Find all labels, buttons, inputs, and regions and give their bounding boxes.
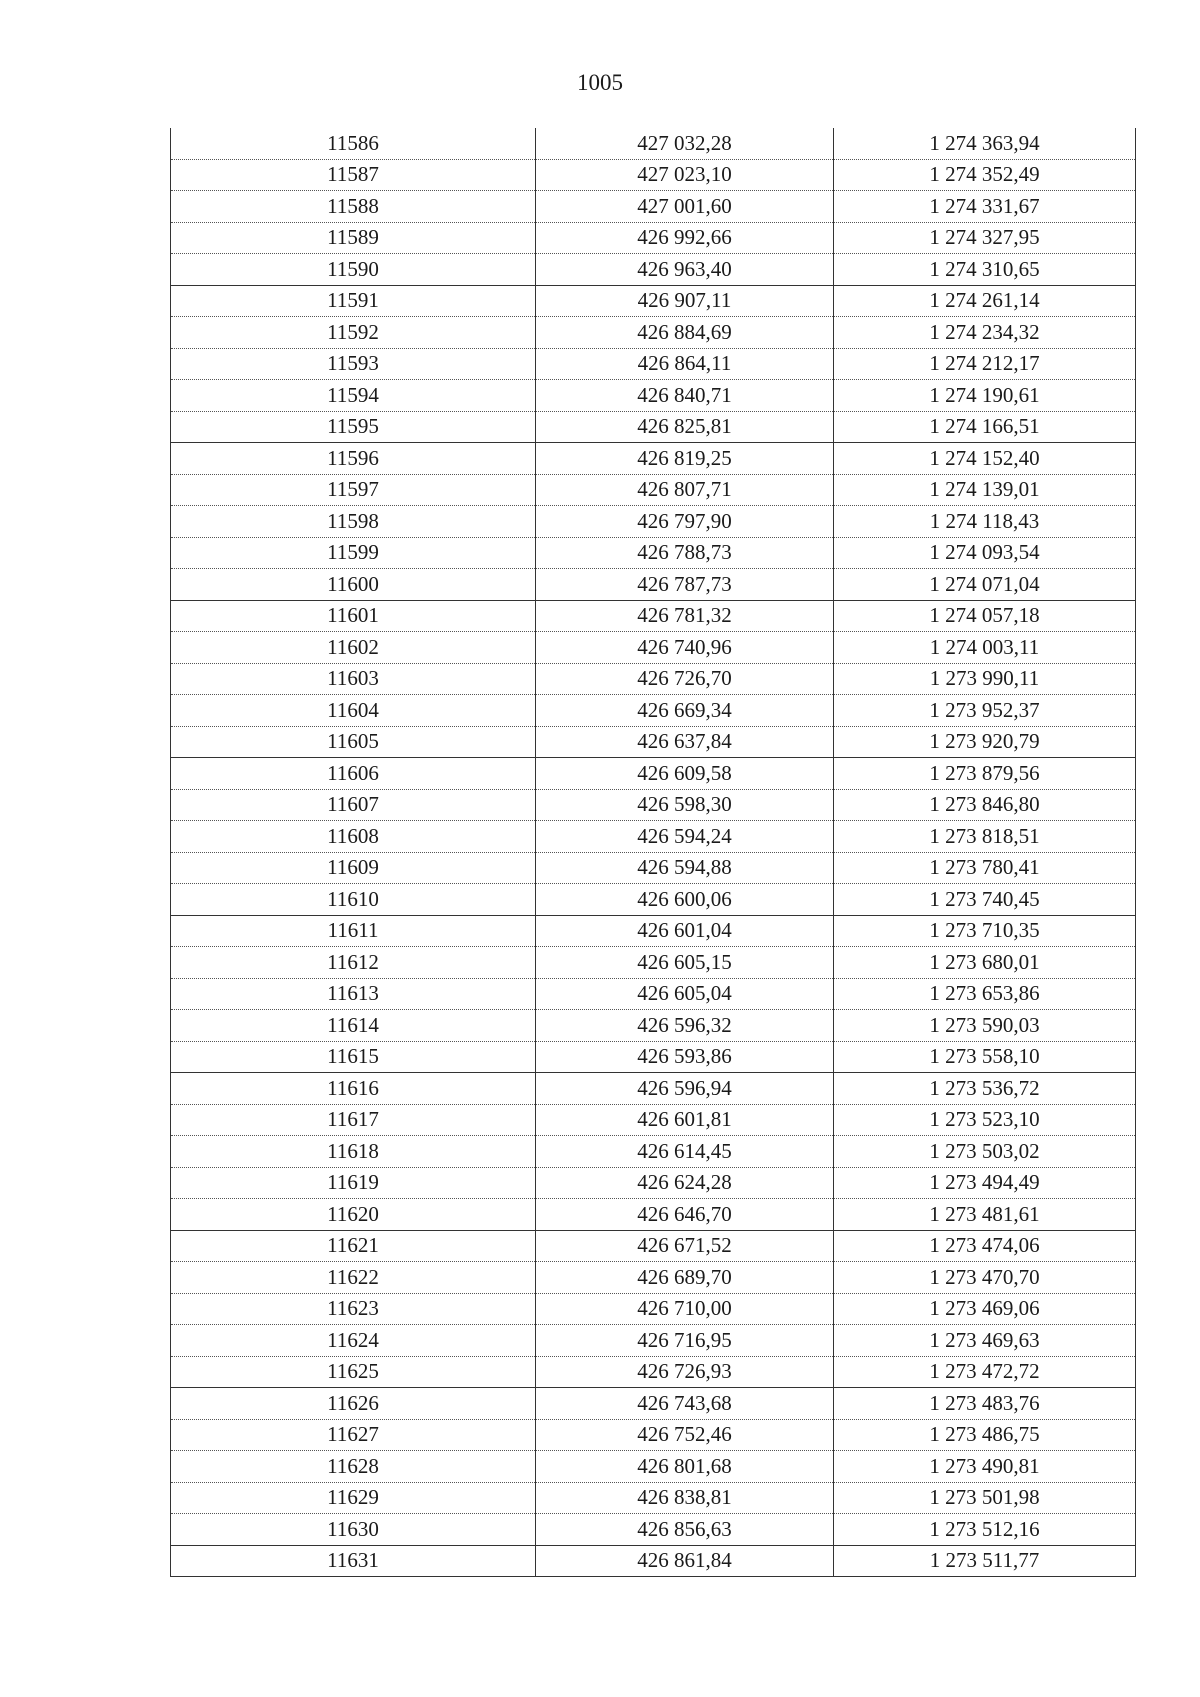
x-coordinate-cell: 426 594,24 [536,821,834,853]
y-coordinate-cell: 1 273 780,41 [834,852,1136,884]
point-number-cell: 11592 [171,317,536,349]
point-number-cell: 11586 [171,128,536,159]
y-coordinate-cell: 1 273 558,10 [834,1041,1136,1073]
x-coordinate-cell: 426 600,06 [536,884,834,916]
x-coordinate-cell: 426 594,88 [536,852,834,884]
y-coordinate-cell: 1 273 490,81 [834,1451,1136,1483]
y-coordinate-cell: 1 273 469,63 [834,1325,1136,1357]
x-coordinate-cell: 426 907,11 [536,285,834,317]
x-coordinate-cell: 426 605,15 [536,947,834,979]
x-coordinate-cell: 426 716,95 [536,1325,834,1357]
x-coordinate-cell: 426 596,94 [536,1073,834,1105]
point-number-cell: 11608 [171,821,536,853]
coordinates-table-body [171,128,1136,1577]
table-row [171,159,1136,191]
x-coordinate-cell: 426 669,34 [536,695,834,727]
table-row [171,569,1136,601]
y-coordinate-cell: 1 274 212,17 [834,348,1136,380]
y-coordinate-cell: 1 274 310,65 [834,254,1136,286]
y-coordinate-cell: 1 274 093,54 [834,537,1136,569]
y-coordinate-cell: 1 274 190,61 [834,380,1136,412]
table-row [171,474,1136,506]
table-row [171,1167,1136,1199]
point-number-cell: 11631 [171,1545,536,1577]
y-coordinate-cell: 1 273 653,86 [834,978,1136,1010]
y-coordinate-cell: 1 273 536,72 [834,1073,1136,1105]
y-coordinate-cell: 1 274 234,32 [834,317,1136,349]
x-coordinate-cell: 426 807,71 [536,474,834,506]
table-row [171,789,1136,821]
point-number-cell: 11611 [171,915,536,947]
x-coordinate-cell: 426 710,00 [536,1293,834,1325]
x-coordinate-cell: 426 840,71 [536,380,834,412]
table-row [171,1104,1136,1136]
table-row [171,821,1136,853]
point-number-cell: 11588 [171,191,536,223]
point-number-cell: 11609 [171,852,536,884]
y-coordinate-cell: 1 274 327,95 [834,222,1136,254]
x-coordinate-cell: 426 689,70 [536,1262,834,1294]
point-number-cell: 11601 [171,600,536,632]
point-number-cell: 11587 [171,159,536,191]
y-coordinate-cell: 1 273 680,01 [834,947,1136,979]
y-coordinate-cell: 1 274 071,04 [834,569,1136,601]
x-coordinate-cell: 426 596,32 [536,1010,834,1042]
y-coordinate-cell: 1 273 472,72 [834,1356,1136,1388]
coordinates-table [170,128,1136,1577]
point-number-cell: 11621 [171,1230,536,1262]
y-coordinate-cell: 1 274 139,01 [834,474,1136,506]
x-coordinate-cell: 426 740,96 [536,632,834,664]
point-number-cell: 11605 [171,726,536,758]
y-coordinate-cell: 1 273 469,06 [834,1293,1136,1325]
y-coordinate-cell: 1 273 486,75 [834,1419,1136,1451]
table-row [171,695,1136,727]
table-row [171,1388,1136,1420]
y-coordinate-cell: 1 273 920,79 [834,726,1136,758]
y-coordinate-cell: 1 274 118,43 [834,506,1136,538]
x-coordinate-cell: 426 788,73 [536,537,834,569]
table-row [171,632,1136,664]
table-row [171,663,1136,695]
table-row [171,978,1136,1010]
x-coordinate-cell: 426 671,52 [536,1230,834,1262]
point-number-cell: 11594 [171,380,536,412]
x-coordinate-cell: 427 023,10 [536,159,834,191]
point-number-cell: 11622 [171,1262,536,1294]
table-row [171,1356,1136,1388]
table-row [171,222,1136,254]
y-coordinate-cell: 1 273 952,37 [834,695,1136,727]
y-coordinate-cell: 1 273 511,77 [834,1545,1136,1577]
x-coordinate-cell: 426 614,45 [536,1136,834,1168]
table-row [171,1010,1136,1042]
point-number-cell: 11607 [171,789,536,821]
table-row [171,1262,1136,1294]
x-coordinate-cell: 427 001,60 [536,191,834,223]
point-number-cell: 11624 [171,1325,536,1357]
x-coordinate-cell: 427 032,28 [536,128,834,159]
point-number-cell: 11606 [171,758,536,790]
y-coordinate-cell: 1 274 166,51 [834,411,1136,443]
point-number-cell: 11628 [171,1451,536,1483]
x-coordinate-cell: 426 624,28 [536,1167,834,1199]
table-row [171,1514,1136,1546]
table-row [171,726,1136,758]
table-row [171,317,1136,349]
table-row [171,254,1136,286]
point-number-cell: 11604 [171,695,536,727]
table-row [171,852,1136,884]
point-number-cell: 11602 [171,632,536,664]
table-row [171,411,1136,443]
x-coordinate-cell: 426 787,73 [536,569,834,601]
table-row [171,1545,1136,1577]
table-row [171,1230,1136,1262]
y-coordinate-cell: 1 273 470,70 [834,1262,1136,1294]
table-row [171,1073,1136,1105]
x-coordinate-cell: 426 801,68 [536,1451,834,1483]
x-coordinate-cell: 426 856,63 [536,1514,834,1546]
point-number-cell: 11620 [171,1199,536,1231]
x-coordinate-cell: 426 884,69 [536,317,834,349]
x-coordinate-cell: 426 637,84 [536,726,834,758]
point-number-cell: 11615 [171,1041,536,1073]
y-coordinate-cell: 1 273 483,76 [834,1388,1136,1420]
x-coordinate-cell: 426 819,25 [536,443,834,475]
x-coordinate-cell: 426 646,70 [536,1199,834,1231]
table-row [171,884,1136,916]
x-coordinate-cell: 426 593,86 [536,1041,834,1073]
point-number-cell: 11619 [171,1167,536,1199]
y-coordinate-cell: 1 273 512,16 [834,1514,1136,1546]
x-coordinate-cell: 426 752,46 [536,1419,834,1451]
x-coordinate-cell: 426 864,11 [536,348,834,380]
y-coordinate-cell: 1 273 740,45 [834,884,1136,916]
x-coordinate-cell: 426 781,32 [536,600,834,632]
x-coordinate-cell: 426 838,81 [536,1482,834,1514]
x-coordinate-cell: 426 726,70 [536,663,834,695]
table-row [171,1041,1136,1073]
point-number-cell: 11590 [171,254,536,286]
point-number-cell: 11603 [171,663,536,695]
point-number-cell: 11629 [171,1482,536,1514]
table-row [171,758,1136,790]
x-coordinate-cell: 426 797,90 [536,506,834,538]
table-row [171,506,1136,538]
y-coordinate-cell: 1 273 523,10 [834,1104,1136,1136]
table-row [171,915,1136,947]
point-number-cell: 11589 [171,222,536,254]
table-row [171,128,1136,159]
table-row [171,380,1136,412]
point-number-cell: 11595 [171,411,536,443]
y-coordinate-cell: 1 273 990,11 [834,663,1136,695]
point-number-cell: 11613 [171,978,536,1010]
x-coordinate-cell: 426 605,04 [536,978,834,1010]
point-number-cell: 11617 [171,1104,536,1136]
page-number: 1005 [577,70,623,95]
y-coordinate-cell: 1 274 003,11 [834,632,1136,664]
point-number-cell: 11618 [171,1136,536,1168]
x-coordinate-cell: 426 601,81 [536,1104,834,1136]
y-coordinate-cell: 1 274 057,18 [834,600,1136,632]
y-coordinate-cell: 1 273 590,03 [834,1010,1136,1042]
y-coordinate-cell: 1 273 501,98 [834,1482,1136,1514]
y-coordinate-cell: 1 273 503,02 [834,1136,1136,1168]
y-coordinate-cell: 1 274 331,67 [834,191,1136,223]
x-coordinate-cell: 426 861,84 [536,1545,834,1577]
point-number-cell: 11625 [171,1356,536,1388]
y-coordinate-cell: 1 274 152,40 [834,443,1136,475]
point-number-cell: 11614 [171,1010,536,1042]
table-row [171,1451,1136,1483]
point-number-cell: 11623 [171,1293,536,1325]
table-row [171,348,1136,380]
point-number-cell: 11630 [171,1514,536,1546]
y-coordinate-cell: 1 274 261,14 [834,285,1136,317]
point-number-cell: 11597 [171,474,536,506]
table-row [171,537,1136,569]
y-coordinate-cell: 1 274 352,49 [834,159,1136,191]
y-coordinate-cell: 1 273 879,56 [834,758,1136,790]
x-coordinate-cell: 426 601,04 [536,915,834,947]
table-row [171,947,1136,979]
x-coordinate-cell: 426 609,58 [536,758,834,790]
x-coordinate-cell: 426 743,68 [536,1388,834,1420]
point-number-cell: 11626 [171,1388,536,1420]
table-row [171,1325,1136,1357]
point-number-cell: 11599 [171,537,536,569]
y-coordinate-cell: 1 273 818,51 [834,821,1136,853]
table-row [171,1419,1136,1451]
point-number-cell: 11596 [171,443,536,475]
table-row [171,1136,1136,1168]
x-coordinate-cell: 426 825,81 [536,411,834,443]
point-number-cell: 11600 [171,569,536,601]
point-number-cell: 11591 [171,285,536,317]
y-coordinate-cell: 1 273 846,80 [834,789,1136,821]
x-coordinate-cell: 426 598,30 [536,789,834,821]
table-row [171,443,1136,475]
table-row [171,1293,1136,1325]
point-number-cell: 11598 [171,506,536,538]
table-row [171,1199,1136,1231]
table-row [171,285,1136,317]
point-number-cell: 11610 [171,884,536,916]
y-coordinate-cell: 1 273 494,49 [834,1167,1136,1199]
y-coordinate-cell: 1 273 481,61 [834,1199,1136,1231]
table-row [171,1482,1136,1514]
table-row [171,191,1136,223]
point-number-cell: 11612 [171,947,536,979]
point-number-cell: 11616 [171,1073,536,1105]
y-coordinate-cell: 1 273 474,06 [834,1230,1136,1262]
table-row [171,600,1136,632]
point-number-cell: 11627 [171,1419,536,1451]
x-coordinate-cell: 426 992,66 [536,222,834,254]
point-number-cell: 11593 [171,348,536,380]
y-coordinate-cell: 1 274 363,94 [834,128,1136,159]
x-coordinate-cell: 426 726,93 [536,1356,834,1388]
x-coordinate-cell: 426 963,40 [536,254,834,286]
y-coordinate-cell: 1 273 710,35 [834,915,1136,947]
